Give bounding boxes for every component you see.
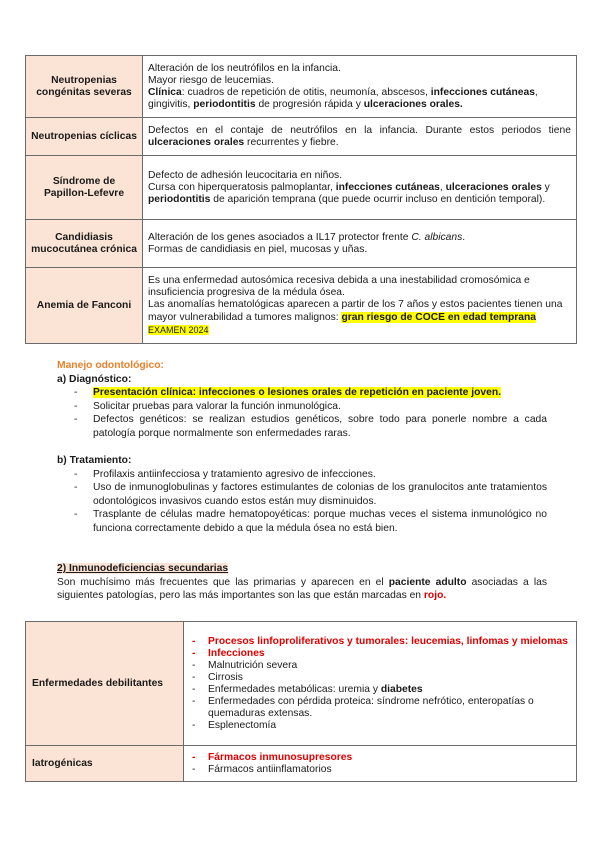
list-item <box>190 636 570 648</box>
text-line: : cuadros de repetición de otitis, neumonía, abscesos, <box>181 86 431 98</box>
text-line: Alteración de los genes asociados a IL17 protector frente <box>148 231 412 243</box>
item-text: Uso de inmunoglobulinas y factores estimulantes de colonias de los granulocitos ante tratamientos odontológicos invasivos cuando estos están muy disminuidos. <box>93 482 547 507</box>
dash-bullet: - <box>74 482 78 493</box>
red-item: Procesos linfoproliferativos y tumorales: leucemias, linfomas y mielomas <box>208 635 568 647</box>
list-item <box>57 413 547 440</box>
item-text: Profilaxis antiinfecciosa y tratamiento agresivo de infecciones. <box>93 468 376 480</box>
dental-management-section <box>57 359 547 535</box>
row-label: Candidiasis mucocutánea crónica <box>26 220 143 268</box>
list-item <box>190 684 570 696</box>
text-line: Son muchísimo más frecuentes que las primarias y aparecen en el <box>57 576 389 588</box>
item-text: Esplenectomía <box>208 719 277 731</box>
red-item: Fármacos inmunosupresores <box>208 751 353 763</box>
bold-term: diabetes <box>380 683 423 695</box>
section-heading <box>57 562 547 576</box>
dash-bullet: - <box>192 647 196 659</box>
dash-bullet: - <box>74 414 78 425</box>
list-item <box>57 386 547 400</box>
row-list <box>184 746 577 782</box>
text-line: recurrentes y fiebre. <box>244 136 339 148</box>
list-item <box>190 660 570 672</box>
bold-term: periodontitis <box>193 98 256 110</box>
bold-term: ulceraciones orales <box>148 136 245 148</box>
dash-bullet: - <box>192 763 196 775</box>
dash-bullet: - <box>74 400 78 412</box>
text-line: , <box>439 181 446 193</box>
row-description <box>143 268 577 344</box>
exam-tag: EXAMEN 2024 <box>148 324 209 335</box>
text-line: Formas de candidiasis en piel, mucosas y uñas. <box>148 243 368 255</box>
table-row <box>26 268 577 344</box>
row-label: Iatrogénicas <box>26 746 184 782</box>
subheading: b) Tratamiento: <box>57 455 132 466</box>
dash-bullet: - <box>74 468 78 480</box>
intro-paragraph <box>57 576 547 603</box>
text-line: , gingivitis, <box>148 86 538 110</box>
primary-immunodeficiency-table <box>25 55 577 344</box>
secondary-immunodeficiency-section <box>57 562 547 603</box>
row-label: Neutropenias cíclicas <box>26 118 143 156</box>
secondary-immunodeficiency-table <box>25 621 577 782</box>
dash-bullet: - <box>192 751 196 763</box>
item-text: Enfermedades metabólicas: uremia y <box>208 683 381 695</box>
dash-bullet: - <box>192 635 196 647</box>
bold-term: paciente adulto <box>388 576 467 588</box>
table-row <box>26 118 577 156</box>
list-item <box>57 508 547 535</box>
row-label: Neutropenias congénitas severas <box>26 56 143 118</box>
text-line: Defectos en el contaje de neutrófilos en la infancia. Durante estos periodos tiene <box>148 124 571 136</box>
list-item <box>57 468 547 482</box>
text-line: Cursa con hiperqueratosis palmoplantar, <box>148 181 336 193</box>
item-text: Defectos genéticos: se realizan estudios genéticos, sobre todo para ponerle nombre a cada patología porque normalmente son enfermedades raras. <box>93 414 547 439</box>
row-description <box>143 56 577 118</box>
row-label: Anemia de Fanconi <box>26 268 143 344</box>
row-label: Síndrome de Papillon-Lefevre <box>26 156 143 220</box>
bold-term: infecciones cutáneas <box>430 86 535 98</box>
red-term: rojo. <box>423 590 447 601</box>
dash-bullet: - <box>192 671 196 683</box>
list-item <box>57 400 547 414</box>
bold-term: ulceraciones orales <box>445 181 542 193</box>
table-row <box>26 622 577 746</box>
red-item: Infecciones <box>208 647 265 659</box>
bold-term: Clínica <box>148 86 182 98</box>
row-label: Enfermedades debilitantes <box>26 622 184 746</box>
bold-term: periodontitis <box>148 193 211 205</box>
text-line: Es una enfermedad autosómica recesiva debida a una inestabilidad cromosómica e insuficiencia progresiva de la médula ósea. <box>148 274 530 298</box>
text-line: . <box>462 231 466 243</box>
item-text: Fármacos antiinflamatorios <box>208 763 332 775</box>
list-item <box>190 764 570 776</box>
list-item <box>190 720 570 732</box>
dash-bullet: - <box>192 659 196 671</box>
item-text: Solicitar pruebas para valorar la función inmunológica. <box>93 400 341 412</box>
table-row <box>26 156 577 220</box>
row-list <box>184 622 577 746</box>
item-text: Trasplante de células madre hematopoyéticas: porque muchas veces el sistema inmunológico no funciona correctamente debido a que la médula ósea no está bien. <box>93 509 547 534</box>
dash-bullet: - <box>74 387 78 398</box>
text-line: Alteración de los neutrófilos en la infancia. <box>148 62 341 74</box>
text-line: Mayor riesgo de leucemias. <box>148 74 274 86</box>
row-description <box>143 156 577 220</box>
highlighted-item: Presentación clínica: infecciones o lesiones orales de repetición en paciente joven. <box>93 387 502 398</box>
dash-bullet: - <box>74 509 78 520</box>
list-item <box>190 648 570 660</box>
section-title: Manejo odontológico: <box>57 360 164 371</box>
bold-term: ulceraciones orales. <box>363 98 463 110</box>
list-item <box>190 752 570 764</box>
dash-bullet: - <box>192 683 196 695</box>
dash-bullet: - <box>192 719 196 731</box>
row-description <box>143 118 577 156</box>
text-line: Defecto de adhesión leucocitaria en niños. <box>148 169 343 181</box>
list-item <box>190 672 570 684</box>
table-row <box>26 56 577 118</box>
text-line: asociadas a las siguientes patologías, pero las más importantes son las que están marcadas en <box>57 576 547 601</box>
bold-term: infecciones cutáneas <box>335 181 440 193</box>
text-line: de aparición temprana (que puede ocurrir incluso en dentición temporal). <box>210 193 546 205</box>
row-description <box>143 220 577 268</box>
list-item <box>190 696 570 720</box>
text-line: y <box>541 181 550 193</box>
item-text: Cirrosis <box>208 671 243 683</box>
text-line: Las anomalías hematológicas aparecen a partir de los 7 años y estos pacientes tienen una mayor vulnerabilidad a tumores malignos: <box>148 298 563 323</box>
subheading: a) Diagnóstico: <box>57 373 132 385</box>
text-line: de progresión rápida y <box>255 98 364 110</box>
species-name: C. albicans <box>411 231 463 243</box>
dash-bullet: - <box>192 695 196 707</box>
heading-text: 2) Inmunodeficiencias secundarias <box>57 563 229 574</box>
table-row <box>26 746 577 782</box>
highlighted-term: gran riesgo de COCE en edad temprana <box>341 311 536 323</box>
item-text: Enfermedades con pérdida proteica: síndrome nefrótico, enteropatías o quemaduras extensas. <box>208 695 534 719</box>
item-text: Malnutrición severa <box>208 659 298 671</box>
table-row <box>26 220 577 268</box>
list-item <box>57 481 547 508</box>
